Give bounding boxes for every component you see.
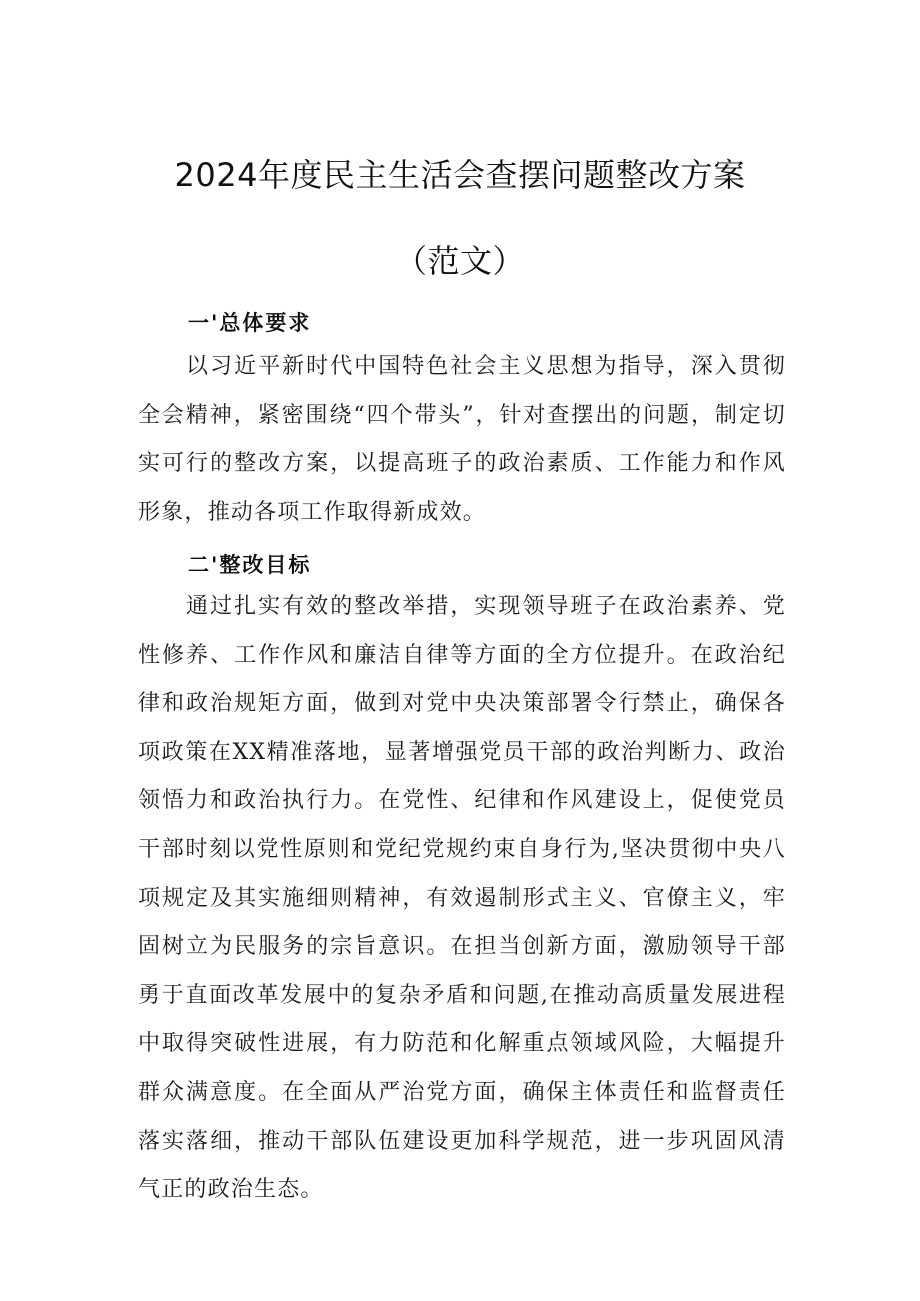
section-paragraph-rectification-goals: 通过扎实有效的整改举措，实现领导班子在政治素养、党性修养、工作作风和廉洁自律等方面的全方位提升。在政治纪律和政治规矩方面，做到对党中央决策部署令行禁止，确保各项政策在XX精准落地，显著增强党员干部的政治判断力、政治领悟力和政治执行力。在党性、纪律和作风建设上，促使党员干部时刻以党性原则和党纪党规约束自身行为,坚决贯彻中央八项规定及其实施细则精神，有效遏制形式主义、官僚主义，牢固树立为民服务的宗旨意识。在担当创新方面，激励领导干部勇于直面改革发展中的复杂矛盾和问题,在推动高质量发展进程中取得突破性进展，有力防范和化解重点领域风险，大幅提升群众满意度。在全面从严治党方面，确保主体责任和监督责任落实落细，推动干部队伍建设更加科学规范，进一步巩固风清气正的政治生态。 <box>138 594 786 1203</box>
section-paragraph-general-requirements: 以习近平新时代中国特色社会主义思想为指导，深入贯彻全会精神，紧密围绕“四个带头”，针对查摆出的问题，制定切实可行的整改方案，以提高班子的政治素质、工作能力和作风形象，推动各项工作取得新成效。 <box>138 354 786 525</box>
section-heading-rectification-goals: 二'整改目标 <box>188 552 312 577</box>
section-heading-general-requirements: 一'总体要求 <box>188 310 312 335</box>
document-title: 2024年度民主生活会查摆问题整改方案 <box>174 156 746 194</box>
document-subtitle: （范文） <box>394 242 525 280</box>
